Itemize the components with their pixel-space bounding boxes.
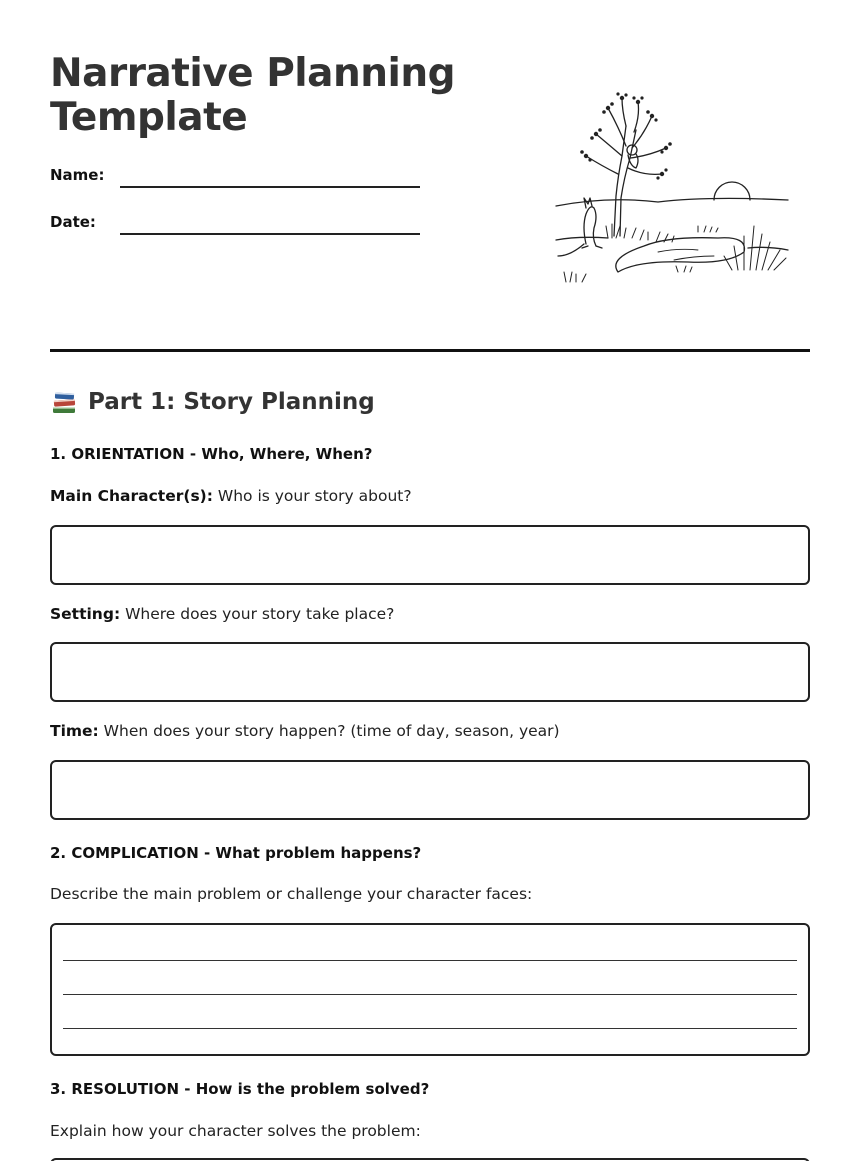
writing-line [63,1028,797,1029]
complication-prompt: Describe the main problem or challenge your character faces: [50,885,533,903]
outback-scene-icon [548,86,792,294]
name-field[interactable] [120,186,420,188]
setting-question: Where does your story take place? [120,605,395,623]
page-title: Narrative Planning Template [50,51,456,140]
resolution-prompt: Explain how your character solves the problem: [50,1122,421,1140]
time-label: Time: [50,722,99,740]
resolution-heading: 3. RESOLUTION - How is the problem solved? [50,1080,430,1098]
part1-heading-text: Part 1: Story Planning [88,389,375,415]
name-label: Name: [50,166,105,184]
setting-prompt [50,605,394,623]
date-label: Date: [50,213,96,231]
date-field[interactable] [120,233,420,235]
part1-heading [50,388,375,416]
orientation-heading: 1. ORIENTATION - Who, Where, When? [50,445,373,463]
section-divider [50,349,810,352]
character-answer-box[interactable] [50,525,810,585]
setting-label: Setting: [50,605,121,623]
complication-heading: 2. COMPLICATION - What problem happens? [50,844,422,862]
writing-line [63,994,797,995]
time-prompt [50,722,560,740]
time-answer-box[interactable] [50,760,810,820]
time-question: When does your story happen? (time of day, season, year) [98,722,560,740]
writing-line [63,960,797,961]
character-question: Who is your story about? [212,487,412,505]
character-prompt [50,487,412,505]
setting-answer-box[interactable] [50,642,810,702]
character-label: Main Character(s): [50,487,213,505]
books-icon [50,388,78,416]
complication-answer-box[interactable] [50,923,810,1056]
